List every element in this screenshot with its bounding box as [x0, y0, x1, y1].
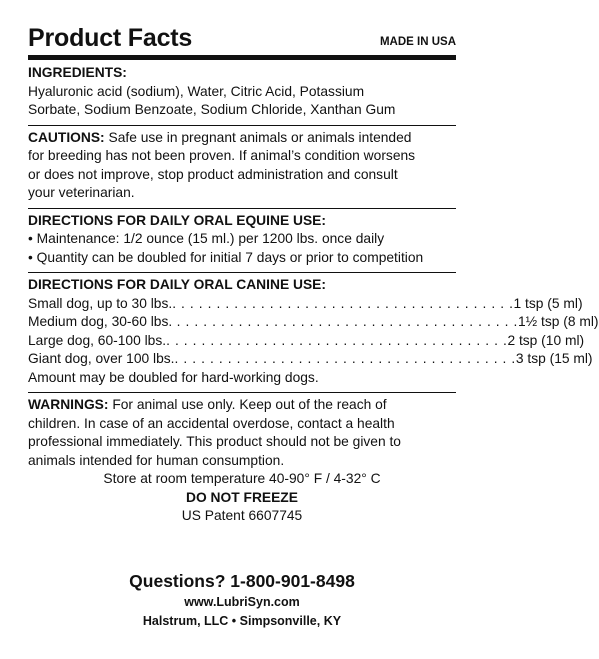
- warnings-line: animals intended for human consumption.: [28, 452, 285, 468]
- ingredients-line: Sorbate, Sodium Benzoate, Sodium Chloride, Xanthan Gum: [28, 102, 396, 117]
- canine-note: Amount may be doubled for hard-working dogs.: [28, 369, 319, 385]
- ingredients-line: Hyaluronic acid (sodium), Water, Citric Acid, Potassium: [28, 83, 365, 99]
- leader-dots: . . . . . . . . . . . . . . . . . . . . . . . . . . . . . . . . . . . . . . .: [172, 314, 518, 329]
- company-address: Halstrum, LLC • Simpsonville, KY: [142, 614, 342, 628]
- cautions-line: [28, 129, 456, 148]
- dosage-label: Medium dog, 30-60 lbs.: [28, 314, 173, 329]
- made-in-label: MADE IN USA: [379, 36, 456, 48]
- questions-phone: Questions? 1-800-901-8498: [129, 571, 355, 591]
- dosage-value: 1½ tsp (8 ml): [517, 314, 599, 329]
- patent-number: US Patent 6607745: [181, 508, 303, 523]
- page-title: Product Facts: [28, 24, 193, 52]
- equine-item: • Maintenance: 1/2 ounce (15 ml.) per 1200 lbs. once daily: [28, 231, 385, 246]
- equine-heading: DIRECTIONS FOR DAILY ORAL EQUINE USE:: [28, 212, 326, 228]
- section-divider: [28, 208, 456, 209]
- dosage-label: Small dog, up to 30 lbs.: [28, 295, 173, 311]
- warnings-heading: WARNINGS:: [28, 397, 109, 412]
- ingredients-section: [28, 64, 456, 120]
- canine-section: [28, 276, 599, 387]
- dosage-value: 2 tsp (10 ml): [507, 332, 585, 348]
- product-facts-panel: [28, 22, 599, 526]
- cautions-text: Safe use in pregnant animals or animals intended: [104, 129, 412, 145]
- dosage-label: Giant dog, over 100 lbs.: [28, 351, 175, 366]
- dosage-label: Large dog, 60-100 lbs.: [28, 332, 167, 348]
- dosage-row: [28, 350, 593, 369]
- canine-heading: DIRECTIONS FOR DAILY ORAL CANINE USE:: [28, 277, 326, 292]
- warnings-line: children. In case of an accidental overdose, contact a health: [28, 415, 395, 431]
- section-divider: [28, 272, 456, 273]
- cautions-heading: CAUTIONS:: [28, 129, 105, 145]
- section-divider: [28, 392, 456, 393]
- equine-item: • Quantity can be doubled for initial 7 days or prior to competition: [28, 249, 424, 265]
- dosage-row: [28, 332, 585, 351]
- dosage-value: 1 tsp (5 ml): [513, 295, 583, 311]
- storage-section: [28, 470, 456, 526]
- leader-dots: . . . . . . . . . . . . . . . . . . . . . . . . . . . . . . . . . . . . . . .: [172, 295, 514, 311]
- storage-temperature: Store at room temperature 40-90° F / 4-32° C: [103, 471, 381, 486]
- leader-dots: . . . . . . . . . . . . . . . . . . . . . . . . . . . . . . . . . . . . . . .: [174, 351, 516, 366]
- dosage-value: 3 tsp (15 ml): [515, 351, 593, 366]
- leader-dots: . . . . . . . . . . . . . . . . . . . . . . . . . . . . . . . . . . . . . . .: [166, 332, 508, 348]
- dosage-row: [28, 313, 599, 332]
- cautions-section: [28, 129, 456, 203]
- panel-header: [28, 22, 456, 52]
- dosage-row: [28, 295, 583, 314]
- warnings-text: For animal use only. Keep out of the reach of: [108, 397, 387, 412]
- cautions-line: or does not improve, stop product administration and consult: [28, 166, 398, 182]
- section-divider: [28, 125, 456, 126]
- ingredients-heading: INGREDIENTS:: [28, 65, 127, 80]
- header-divider: [28, 55, 456, 60]
- cautions-line: your veterinarian.: [28, 185, 135, 200]
- warnings-line: [28, 396, 456, 415]
- footer: [0, 571, 484, 629]
- website-link[interactable]: www.LubriSyn.com: [184, 595, 300, 609]
- equine-section: [28, 212, 456, 268]
- warnings-line: professional immediately. This product should not be given to: [28, 434, 401, 449]
- warnings-section: [28, 396, 456, 470]
- do-not-freeze: DO NOT FREEZE: [186, 489, 298, 505]
- cautions-line: for breeding has not been proven. If animal’s condition worsens: [28, 148, 416, 163]
